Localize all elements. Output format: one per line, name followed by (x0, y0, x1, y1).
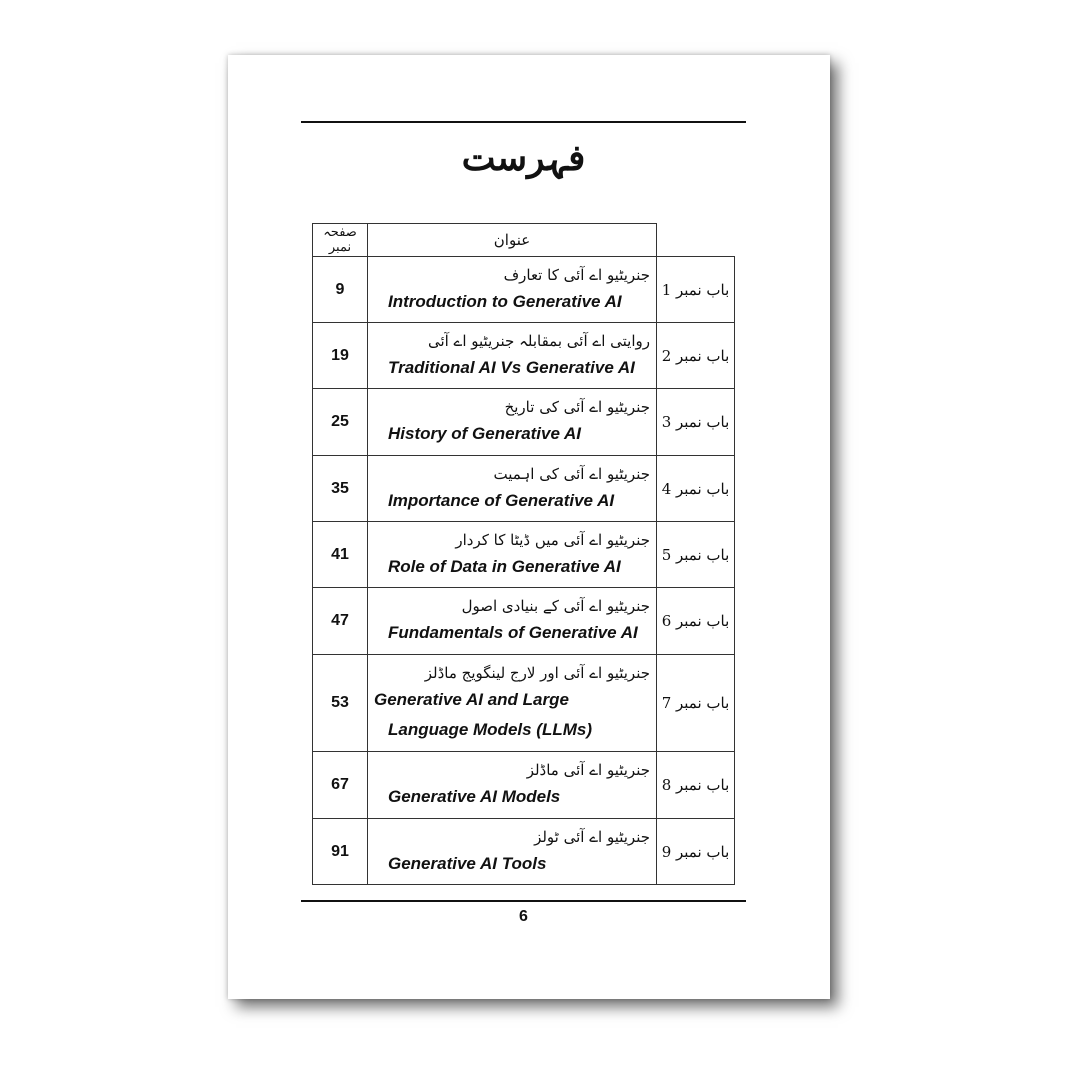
english-title: Generative AI Models (388, 787, 561, 806)
page-number-cell: 41 (313, 522, 368, 588)
english-title: History of Generative AI (388, 424, 582, 443)
table-row (313, 456, 735, 522)
urdu-title: جنریٹیو اے آئی کا تعارف (503, 265, 650, 284)
chapter-title-cell (368, 257, 657, 323)
chapter-title-cell (368, 522, 657, 588)
page-number-cell: 19 (313, 323, 368, 389)
table-row (313, 257, 735, 323)
urdu-title: جنریٹیو اے آئی کے بنیادی اصول (461, 597, 650, 615)
page-number: 6 (519, 908, 528, 925)
english-title: Introduction to Generative AI (388, 291, 622, 311)
chapter-number-cell: باب نمبر 9 (657, 819, 735, 885)
chapter-title-cell (368, 819, 657, 885)
english-title: Fundamentals of Generative AI (388, 623, 638, 642)
table-row (313, 389, 735, 456)
urdu-title: جنریٹیو اے آئی کی اہمیت (493, 464, 650, 483)
chapter-title-cell (368, 323, 657, 389)
urdu-title: جنریٹیو اے آئی میں ڈیٹا کا کردار (455, 530, 650, 549)
chapter-title-cell (368, 456, 657, 522)
table-row (313, 752, 735, 819)
page-title: فہرست (461, 137, 586, 179)
chapter-number-cell: باب نمبر 6 (657, 588, 735, 655)
chapter-title-cell (368, 389, 657, 456)
chapter-number-cell: باب نمبر 2 (657, 323, 735, 389)
urdu-title: جنریٹیو اے آئی ماڈلز (526, 761, 650, 779)
chapter-title-cell (368, 752, 657, 819)
page-number-cell: 9 (313, 257, 368, 323)
page-number-cell: 25 (313, 389, 368, 456)
title-column-header: عنوان (368, 224, 657, 257)
english-title: Traditional AI Vs Generative AI (388, 357, 635, 377)
chapter-number-cell: باب نمبر 3 (657, 389, 735, 456)
urdu-title: جنریٹیو اے آئی کی تاریخ (504, 398, 650, 416)
table-row (313, 655, 735, 752)
table-row (313, 522, 735, 588)
english-title: Role of Data in Generative AI (388, 556, 621, 576)
chapter-number-cell: باب نمبر 8 (657, 752, 735, 819)
page-number-cell: 47 (313, 588, 368, 655)
book-page (228, 55, 830, 999)
chapter-title-cell (368, 655, 657, 752)
english-title: Generative AI and Large (374, 690, 569, 709)
contents-table (312, 223, 735, 885)
table-row (313, 323, 735, 389)
table-row (313, 819, 735, 885)
chapter-number-cell: باب نمبر 5 (657, 522, 735, 588)
table-header-row (313, 224, 735, 257)
english-title: Language Models (LLMs) (388, 720, 592, 739)
header-empty-cell (657, 224, 735, 257)
page-column-header: صفحہ نمبر (313, 224, 368, 257)
chapter-number-cell: باب نمبر 1 (657, 257, 735, 323)
page-number-cell: 91 (313, 819, 368, 885)
bottom-rule (301, 900, 746, 902)
urdu-title: جنریٹیو اے آئی اور لارج لینگویج ماڈلز (424, 664, 650, 682)
page-number-cell: 35 (313, 456, 368, 522)
english-title: Generative AI Tools (388, 853, 547, 873)
chapter-number-cell: باب نمبر 4 (657, 456, 735, 522)
table-row (313, 588, 735, 655)
english-title: Importance of Generative AI (388, 490, 615, 510)
urdu-title: جنریٹیو اے آئی ٹولز (534, 827, 650, 846)
chapter-number-cell: باب نمبر 7 (657, 655, 735, 752)
chapter-title-cell (368, 588, 657, 655)
page-number-cell: 67 (313, 752, 368, 819)
urdu-title: روایتی اے آئی بمقابلہ جنریٹیو اے آئی (427, 331, 650, 350)
page-number-cell: 53 (313, 655, 368, 752)
top-rule (301, 121, 746, 123)
